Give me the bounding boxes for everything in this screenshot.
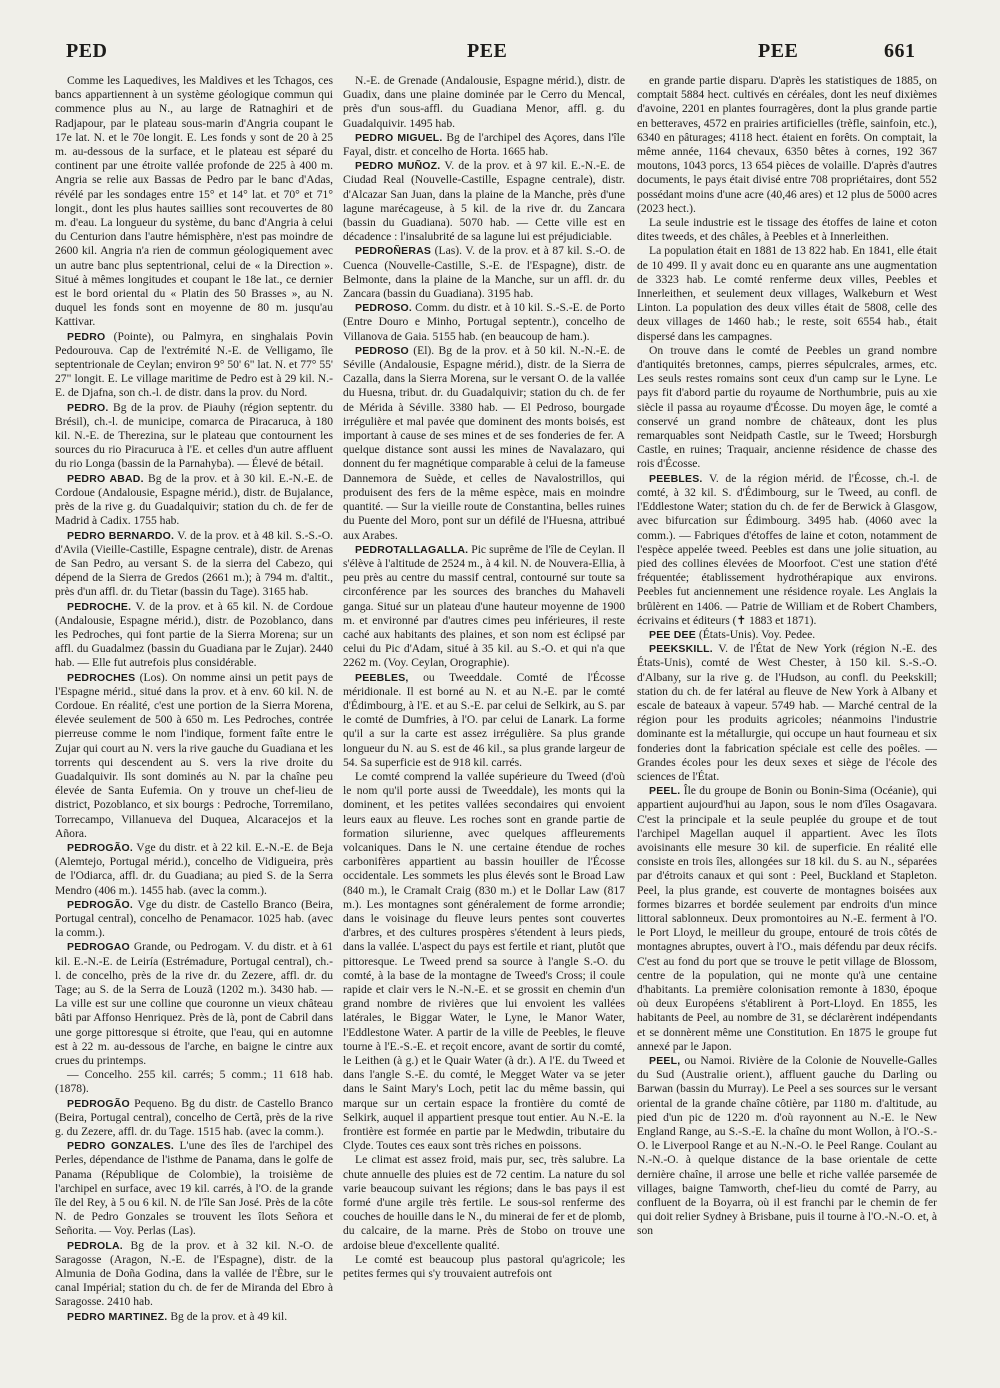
entry-text: Bg de la prov. et à 49 kil. [170, 1309, 288, 1323]
dictionary-entry [343, 543, 625, 671]
entry-text: ou Namoi. Rivière de la Colonie de Nouvelle-Galles du Sud (Australie orient.), affluent gauche du Darling ou Barwan (bassin du Murray). Le Peel a ses sources sur le versant oriental de la grande chaîne côtière, par 1180 m. d'altitude, au pied d'un pic de 1220 m. d'où rayonnent au N.-E. le New England Range, au S.-S.-E. la chaîne du mont Wollon, à l'O.-S.-O. le Liverpool Range et au N.-N.-O. le Peel Range. Coulant au N.-N.-O. à quelque distance de la base orientale de cette dernière chaîne, il arrose une belle et riche vallée parsemée de villages, baigne Tamworth, chef-lieu du comté de Parry, au confluent de la Boyarra, où il est franchi par le chemin de fer qui doit relier Sydney à Brisbane, puis il tourne à l'O.-N.-O. et, à son [637, 1054, 937, 1238]
entry-headword: PEEL, [649, 1055, 681, 1068]
entry-headword: PEDROCHE. [67, 600, 132, 613]
dictionary-entry [343, 1253, 625, 1281]
entry-headword: PEDRO [67, 330, 106, 343]
dictionary-entry [637, 74, 937, 216]
entry-text: Le climat est assez froid, mais pur, sec, très salubre. La chute annuelle des pluies est de 72 centim. La nature du sol varie beaucoup suivant les régions; dans le bas pays il est formé d'une argile très fertile. Le sous-sol renferme des couches de houille dans le N., du minerai de fer et de plomb, du calcaire, de la marne. Près de Stobo on trouve une ardoise bleue d'excellente qualité. [343, 1153, 625, 1252]
entry-headword: PEDROÑERAS [355, 245, 432, 258]
entry-text: Bg de la prov. et à 32 kil. N.-O. de Saragosse (Aragon, N.-E. de l'Espagne), distr. de la Almunia de Doña Godina, dans la vallée de l'Èbre, sur le canal Impérial; station du ch. de fer de Miranda del Ebro à Saragosse. 2410 hab. [55, 1238, 333, 1309]
entry-headword: PEDROGÃO. [67, 841, 133, 854]
dictionary-entry [55, 529, 333, 600]
dictionary-entry [55, 1239, 333, 1310]
dictionary-entry [55, 1097, 333, 1140]
dictionary-entry [343, 131, 625, 159]
entry-text: On trouve dans le comté de Peebles un grand nombre d'antiquités bretonnes, camps, pierres sépulcrales, armes, etc. Les seuls restes romains sont ceux d'un camp sur le Lyne. Le pays fit d'abord partie du royaume de Northumbrie, puis au xie siècle il passa au royaume d'Écosse. Du moyen âge, le comté a conservé un grand nombre de châteaux, dont les plus remarquables sont Neidpath Castle, sur le Tweed; Horsburgh Castle, en ruines; Traquair, ancienne résidence de chasse des rois d'Écosse. [637, 343, 937, 471]
dictionary-entry [55, 1310, 333, 1324]
dictionary-entry [343, 74, 625, 131]
entry-headword: PEDRO MIGUEL. [355, 131, 443, 144]
entry-headword: PEDROGÃO. [67, 898, 133, 911]
running-head-left: PED [66, 40, 108, 62]
dictionary-entry [343, 244, 625, 301]
entry-text: (Pointe), ou Palmyra, en singhalais Povin Pedourouva. Cap de l'extrémité N.-E. de Velligamo, île septentrionale de Ceylan; environ 9° 50' 6" lat. N. et 77° 55' 27" longit. E. Le village maritime de Pedro est à 29 kil. N.-E. de Djafna, son ch.-l. de distr. dans la prov. du Nord. [55, 329, 334, 400]
entry-text: Comme les Laquedives, les Maldives et les Tchagos, ces bancs appartiennent à un système géologique commun qui commence plus au N., au large de Ratnaghiri et de Radjapour, par le plateau sous-marin d'Angria coupant le 17e lat. N. et le 70e longit. E. Les fonds y sont de 20 à 25 m. au-dessous de la surface, et le plateau est séparé du continent par une étroite vallée profonde de 225 à 400 m. Angria se relie aux Bassas de Pedro par le banc d'Adas, révélé par les sondages entre 15° et 14° lat. et 70° et 71° longit., dont les plus hautes saillies sont recouvertes de 80 m. d'eau. La longueur du système, du banc d'Angria à celui du Centurion dans l'autre hémisphère, n'est pas moindre de 2600 kil. Angria n'a rien de commun géologiquement avec un autre banc plus septentrional, celui de « la Direction ». Situé à mêmes longitudes et coupant le 18e lat., ce dernier est le bord oriental du « Platin des 50 Brasses », au N. duquel les fonds sont en moyenne de 80 m. jusqu'au Kattivar. [55, 74, 333, 329]
entry-text: V. de la prov. et à 97 kil. E.-N.-E. de Ciudad Real (Nouvelle-Castille, Espagne centrale), distr. d'Alcazar San Juan, dans la plaine de la Manche, près d'une lagune marécageuse, à 5 kil. de la rive dr. du Zancara (bassin du Guadiana). 5070 hab. — Cette ville est en décadence : l'insalubrité de sa lagune lui est préjudiciable. [343, 159, 625, 244]
dictionary-entry [55, 940, 333, 1068]
dictionary-entry [637, 344, 937, 472]
entry-text: Le comté comprend la vallée supérieure du Tweed (d'où le nom qu'il porte aussi de Tweeddale), les monts qui la dominent, et les petites vallées secondaires qui envoient leurs eaux au fleuve. Les roches sont en grande partie de formation silurienne, avec quelques affleurements volcaniques. Dans le N. une certaine étendue de roches carbonifères appartient au bassin houiller de l'Écosse occidentale. Les sommets les plus élevés sont le Broad Law (840 m.), le Cramalt Craig (830 m.) et le Dollar Law (817 m.). Les montagnes sont généralement de forme arrondie; dans le voisinage du fleuve leurs pentes sont couvertes d'arbres, et des cultures prospères s'étendent à leurs pieds, dans la vallée. L'aspect du pays est fertile et riant, plutôt que pittoresque. Le Tweed prend sa source à l'angle S.-O. du comté, à la base de la montagne de Tweed's Cross; il coule rapide et clair vers le N.-N.-E. et se grossit en chemin d'un grand nombre de rivières que lui envoient les vallées latérales, le Biggar Water, le Lyne, le Manor Water, l'Eddlestone Water. A partir de la ville de Peebles, le fleuve tourne à l'E.-S.-E. et reçoit encore, avant de sortir du comté, le Leithen (à g.) et le Quair Water (à dr.). A l'E. du Tweed et dans l'angle S.-E. du comté, le Megget Water va se jeter dans le Saint Mary's Loch, petit lac du même bassin, qui marque sur un certain espace la frontière du comté de Selkirk, auquel il appartient presque tout entier. Au N.-E. la frontière est formée en partie par le Medwdin, tributaire du Clyde. Toutes ces eaux sont très riches en poissons. [343, 769, 625, 1153]
entry-headword: PEEKSKILL. [649, 643, 713, 656]
entry-text: Bg de la prov. de Piauhy (région septentr. du Brésil), ch.-l. de municipe, comarca de Piracaruca, à 180 kil. N.-E. de Therezina, sur le plateau que contournent les sources du rio Piracuruca à l'E. et celles d'un autre affluent du rio Longa (bassin de la Parnahyba). — Élevé de bétail. [55, 400, 333, 471]
dictionary-entry [55, 841, 333, 898]
text-column-2 [343, 74, 625, 1281]
entry-text: V. de la prov. et à 48 kil. S.-S.-O. d'Avila (Vieille-Castille, Espagne centrale), distr. de Arenas de San Pedro, au versant S. de la sierra del Cabezo, qui dépend de la Sierra de Gredos (2661 m.); à 794 m. d'altit., près d'un affl. dr. du Tietar (bassin du Tage). 3165 hab. [55, 528, 333, 599]
dictionary-entry [343, 1153, 625, 1252]
entry-text: Vge du distr. de Castello Branco (Beira, Portugal central), concelho de Penamacor. 1025 hab. (avec la comm.). [55, 897, 333, 940]
dictionary-entry [637, 784, 937, 1054]
running-head-center: PEE [467, 40, 508, 62]
entry-headword: PEDROGÃO [67, 1097, 130, 1110]
dictionary-entry [637, 472, 937, 628]
dictionary-entry [343, 301, 625, 344]
dictionary-entry [55, 74, 333, 330]
entry-text: Le comté est beaucoup plus pastoral qu'agricole; les petites fermes qui s'y trouvaient autrefois ont [343, 1252, 625, 1281]
entry-text: Comm. du distr. et à 10 kil. S.-S.-E. de Porto (Entre Douro e Minho, Portugal septentr.), concelho de Villanova de Gaia. 5155 hab. (en beaucoup de ham.). [343, 301, 625, 343]
dictionary-entry [55, 330, 333, 401]
dictionary-entry [343, 344, 625, 543]
dictionary-entry [343, 159, 625, 244]
dictionary-entry [637, 216, 937, 244]
dictionary-entry [55, 472, 333, 529]
dictionary-entry [343, 671, 625, 770]
entry-headword: PEDRO MARTINEZ. [67, 1310, 168, 1323]
entry-headword: PEEBLES, [355, 671, 409, 684]
entry-text: V. de l'État de New York (région N.-E. des États-Unis), comté de West Chester, à 150 kil. S.-S.-O. d'Albany, sur la rive g. de l'Hudson, au confl. du Peekskill; station du ch. de fer latéral au fleuve de New York à Albany et escale de bateaux à vapeur. 5749 hab. — Marché central de la région pour les produits agricoles; néanmoins l'industrie dominante est la métallurgie, qui occupe un haut fourneau et six fonderies dont la fabrication spéciale est celle des poêles. — Grandes écoles pour les deux sexes et siège de l'école des sciences de l'État. [637, 642, 937, 783]
dictionary-entry [637, 628, 937, 642]
dictionary-entry [55, 671, 333, 841]
dictionary-entry [637, 244, 937, 343]
entry-headword: PEDRO BERNARDO. [67, 529, 175, 542]
dictionary-entry [55, 1139, 333, 1238]
dictionary-entry [637, 1054, 937, 1239]
running-head-right: PEE [758, 40, 799, 62]
entry-text: La seule industrie est le tissage des étoffes de laine et coton dites tweeds, et des châles, à Peebles et à Innerleithen. [637, 216, 937, 244]
entry-headword: PEDROGAO [67, 941, 130, 954]
entry-text: (Las). V. de la prov. et à 87 kil. S.-O. de Cuenca (Nouvelle-Castille, S.-E. de l'Espagne), distr. de Belmonte, dans la plaine de la Manche, sur un affl. dr. du Zancara (bassin du Guadiana). 3195 hab. [343, 244, 625, 301]
entry-headword: PEDRO GONZALES. [67, 1140, 175, 1153]
text-column-1 [55, 74, 333, 1324]
entry-headword: PEDRO ABAD. [67, 472, 144, 485]
entry-text: Bg de la prov. et à 30 kil. E.-N.-E. de Cordoue (Andalousie, Espagne mérid.), distr. de Bujalance, près de la rive g. du Guadalquivir; station du ch. de fer de Madrid à Cadix. 1755 hab. [55, 471, 333, 528]
text-column-3 [637, 74, 937, 1239]
entry-text: N.-E. de Grenade (Andalousie, Espagne mérid.), distr. de Guadix, dans une plaine dominée par le Cerro du Mencal, près d'un sous-affl. du Guadiana Menor, affl. g. du Guadalquivir. 1495 hab. [343, 74, 625, 130]
entry-text: Vge du distr. et à 22 kil. E.-N.-E. de Beja (Alemtejo, Portugal mérid.), concelho de Vidigueira, près de l'Odiarca, affl. dr. du Guadiana; au pied S. de la Serra Mendro (406 m.). 1455 hab. (avec la comm.). [55, 840, 333, 897]
entry-text: La population était en 1881 de 13 822 hab. En 1841, elle était de 10 499. Il y avait donc eu en quarante ans une augmentation de 3323 hab. Le comté renferme deux villes, Peebles et Innerleithen, et seulement deux villages, Walkeburn et West Linton. La population des deux villes était de 5808, celle des deux villages de 1460 hab.; le reste, soit 6554 hab., était dispersé dans les campagnes. [637, 244, 937, 343]
entry-headword: PEDROCHES [67, 671, 136, 684]
entry-text: Pequeno. Bg du distr. de Castello Branco (Beira, Portugal central), concelho de Certã, près de la rive g. du Zezere, affl. dr. du Tage. 1515 hab. (avec la comm.). [55, 1096, 333, 1139]
dictionary-entry [55, 898, 333, 941]
entry-headword: PEDROSO. [355, 302, 413, 315]
entry-text: ou Tweeddale. Comté de l'Écosse méridionale. Il est borné au N. et au N.-E. par le comté d'Édimbourg, à l'E. et au S.-E. par celui de Selkirk, au S. par le comté de Dumfries, à l'O. par celui de Lanark. La forme qu'il a sur la carte est assez irrégulière. Sa plus grande longueur du N. au S. est de 46 kil., sa plus grande largeur de 54. Sa superficie est de 918 kil. carrés. [343, 670, 625, 769]
dictionary-entry [55, 1068, 333, 1096]
entry-headword: PEEL. [649, 785, 681, 798]
entry-text: V. de la région mérid. de l'Écosse, ch.-l. de comté, à 32 kil. S. d'Édimbourg, sur le Tweed, au confl. de l'Eddlestone Water; station du ch. de fer de Berwick à Glasgow, avec bifurcation sur Édimbourg. 3495 hab. (4060 avec la comm.). — Fabriques d'étoffes de laine et coton, notamment de l'espèce appelée tweed. Peebles est dans une jolie situation, au pied des collines élevées de Moorfoot. C'est une station d'été fréquentée; établissement hydrothérapique aux environs. Peebles fut anciennement une résidence royale. Les Anglais la brûlèrent en 1406. — Patrie de William et de Robert Chambers, écrivains et éditeurs (✝ 1883 et 1871). [637, 471, 937, 627]
entry-text: Bg de l'archipel des Açores, dans l'île Fayal, distr. et concelho de Horta. 1665 hab. [343, 130, 625, 159]
entry-headword: PEDRO MUÑOZ. [355, 160, 441, 173]
entry-text: V. de la prov. et à 65 kil. N. de Cordoue (Andalousie, Espagne mérid.), distr. de Pozoblanco, dans les Pedroches, qui font partie de la Sierra Morena; sur un affl. du Guadalmez (bassin du Guadiana par le Zujar). 2440 hab. — Elle fut autrefois plus considérable. [55, 599, 333, 670]
entry-headword: PEDROSO [355, 344, 409, 357]
entry-headword: PEDROLA. [67, 1239, 123, 1252]
entry-text: (États-Unis). Voy. Pedee. [698, 627, 816, 641]
entry-text: (El). Bg de la prov. et à 50 kil. N.-N.-E. de Séville (Andalousie, Espagne mérid.), distr. de la Sierra de Cazalla, dans la Sierra Morena, sur le versant O. de la vallée du Huesna, tribut. dr. du Guadalquivir; station du ch. de fer de Mérida à Séville. 3380 hab. — El Pedroso, bourgade irrégulière et mal pavée que dominent des monts boisés, est important à cause de ses mines et de ses fonderies de fer. A quelque distance sont aussi les mines de Navalazaro, qui donnent du fer magnétique comparable à celui de la fameuse Dannemora de Suède, et celles de Navalostrillos, qui produisent des fers de la même espèce, mais en moindre quantité. — Sur la vieille route de Constantina, belles ruines du Puente del Moro, pont sur un défilé de l'Huesna, attribué aux Arabes. [343, 343, 626, 542]
entry-text: — Concelho. 255 kil. carrés; 5 comm.; 11 618 hab. (1878). [55, 1068, 333, 1096]
entry-text: Île du groupe de Bonin ou Bonin-Sima (Océanie), qui appartient aujourd'hui au Japon, sous le nom d'îles Osagavara. C'est la principale et la seule peuplée du groupe et de tout l'archipel Magellan auquel il appartient. Avec les îlots avoisinants elle mesure 30 kil. de superficie. En réalité elle consiste en trois îles, allongées sur 18 kil. du S. au N., séparées par d'étroits canaux et qui sont : Peel, Buckland et Stapleton. Peel, la plus grande, est couverte de montagnes boisées aux formes bizarres et bordée seulement par endroits d'un mince littoral sablonneux. Deux promontoires au N.-E. ferment à l'O. le Port Lloyd, le meilleur du groupe, entouré de trois côtés de montagnes abruptes, ouvert à l'O., mais défendu par deux récifs. C'est au fond du port que se trouve le petit village de Blossom, centre de la population, qui ne monte qu'à une centaine d'habitants. La première colonisation remonte à 1830, époque où deux Européens s'établirent à Port-Lloyd. En 1855, les habitants de Peel, au nombre de 31, se déclarèrent indépendants et se donnèrent même une Constitution. En 1875 le groupe fut annexé par le Japon. [637, 784, 937, 1053]
entry-headword: PEEBLES. [649, 472, 703, 485]
dictionary-entry [55, 401, 333, 472]
entry-headword: PEDROTALLAGALLA. [355, 543, 469, 556]
entry-headword: PEE DEE [649, 628, 696, 641]
entry-text: Grande, ou Pedrogam. V. du distr. et à 61 kil. E.-N.-E. de Leiría (Estrémadure, Portugal central), ch.-l. de concelho, près de la rive dr. du Zezere, affl. dr. du Tage; au S. de la Serra de Louzã (1202 m.). 3430 hab. — La ville est sur une colline que couronne un vieux château bâti par Affonso Henriquez. Près de là, pont de Cabril dans une gorge pittoresque si étroite, que l'eau, qui en automne est à 22 m. au-dessous de l'arche, en baigne le cintre aux crues du printemps. [55, 940, 334, 1068]
entry-text: L'une des îles de l'archipel des Perles, dépendance de l'isthme de Panama, dans le golfe de Panama (République de Colombie), la troisième de l'archipel en surface, avec 19 kil. carrés, à l'O. de la grande île del Rey, à 5 ou 6 kil. N. de l'île San José. Près de la côte N. de Pedro Gonzales se trouvent les îlots Señora et Señorita. — Voy. Perlas (Las). [55, 1139, 334, 1238]
page-number: 661 [884, 40, 916, 62]
entry-text: Pic suprême de l'île de Ceylan. Il s'élève à l'altitude de 2524 m., à 4 kil. N. de Nouvera-Ellia, à peu près au centre du massif central, contourné sur toute sa circonférence par les sources des branches du Mahaveli ganga. Situé sur un plateau d'une hauteur moyenne de 1900 m. et environné par d'autres cimes peu inférieures, il reste caché aux habitants des plaines, et son nom est éclipsé par celui du Pic d'Adam, situé à 35 kil. au S.-O. et qui n'a que 2262 m. (Voy. Ceylan, Orographie). [343, 542, 626, 670]
entry-text: (Los). On nomme ainsi un petit pays de l'Espagne mérid., situé dans la prov. et à env. 60 kil. N. de Cordoue. En réalité, c'est une portion de la Sierra Morena, élevée seulement de 500 à 650 m. Les Pedroches, contrée pierreuse comme le nom l'indique, forment faîte entre le Zujar qui court au N. vers la rive gauche du Guadiana et les torrents qui descendent au S. vers la rive droite du Guadalquivir. Ils sont dominés au N. par la chaîne peu élevée de Santa Eufemia. On y trouve un chef-lieu de district, Pozoblanco, et six bourgs : Pedroche, Torremilano, Torrecampo, Villanueva del Duquea, Alcaracejos et la Añora. [55, 670, 333, 840]
dictionary-entry [343, 770, 625, 1153]
dictionary-entry [637, 642, 937, 784]
dictionary-entry [55, 600, 333, 671]
entry-headword: PEDRO. [67, 401, 109, 414]
entry-text: en grande partie disparu. D'après les statistiques de 1885, on comptait 5884 hect. cultivés en céréales, dont les neuf dixièmes d'avoine, 2201 en plantes fourragères, dont la plus grande partie en betteraves, 4572 en prairies artificielles (trèfle, sainfoin, etc.), 6340 en pâturages; 4118 hect. étaient en forêts. On comptait, la même année, 1164 chevaux, 6350 bêtes à cornes, 192 367 moutons, 1043 porcs, 13 654 pièces de volaille. D'après d'autres documents, le pays était divisé entre 708 propriétaires, dont 552 possédant moins d'une acre (40,46 ares) et 12 plus de 5000 acres (2023 hect.). [637, 74, 937, 215]
